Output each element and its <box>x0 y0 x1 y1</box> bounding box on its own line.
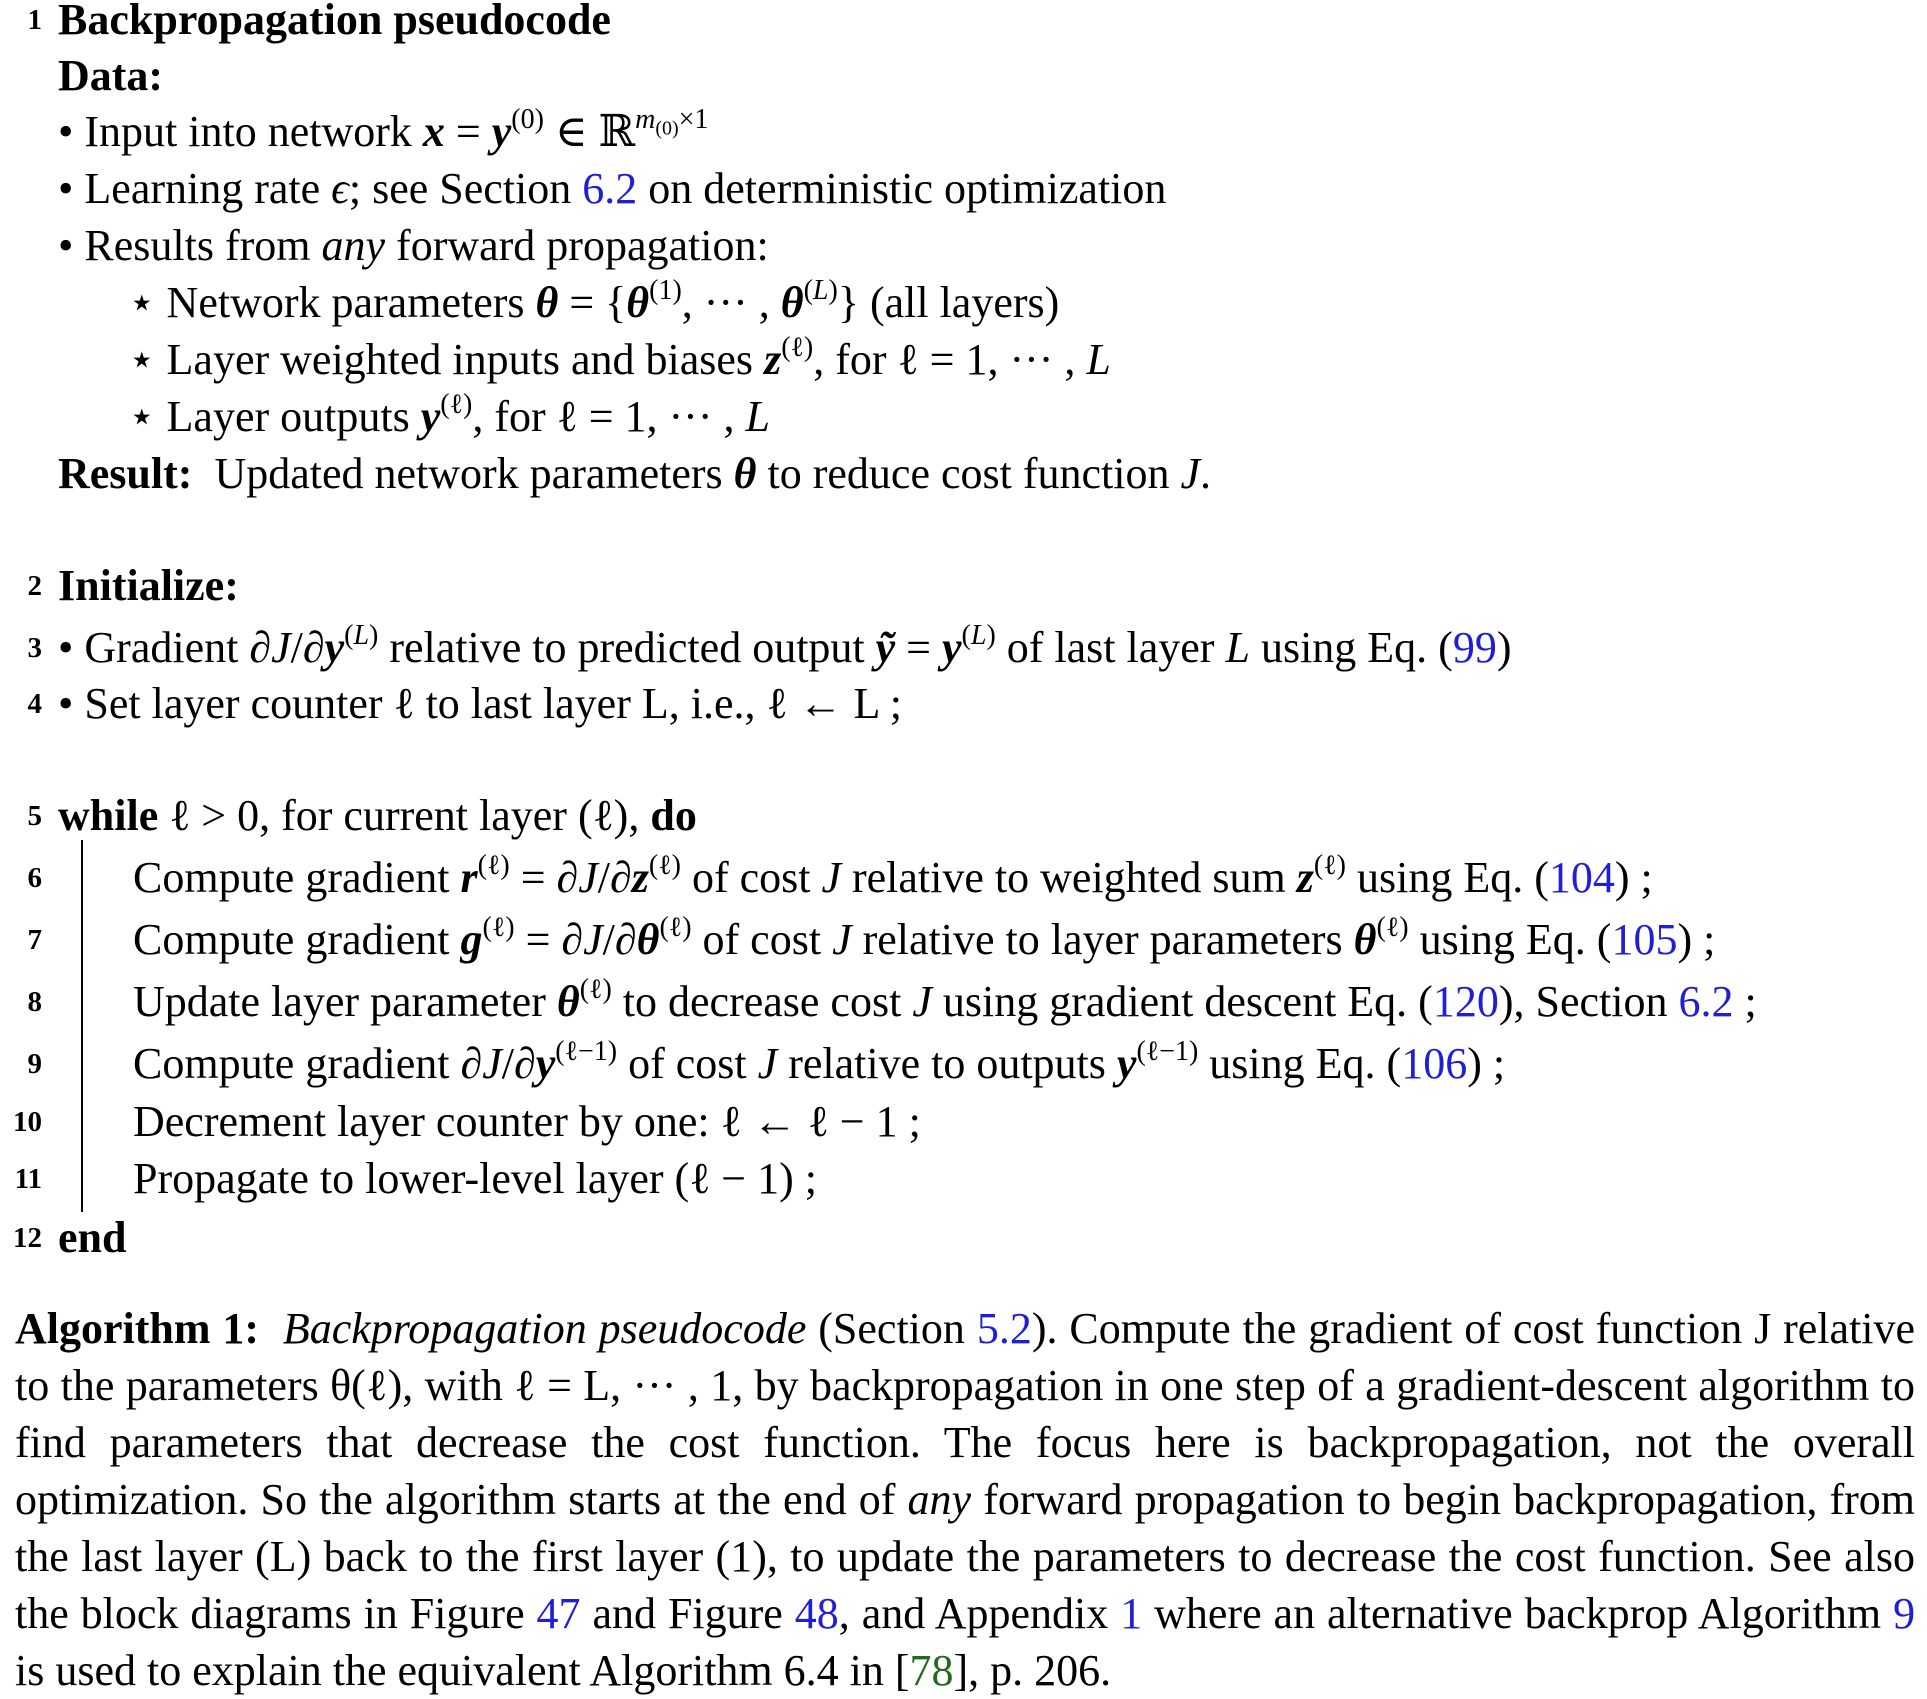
section-link[interactable]: 5.2 <box>976 1304 1032 1353</box>
section-link[interactable]: 6.2 <box>1678 977 1734 1026</box>
algorithm-line-11: 11 Propagate to lower-level layer (ℓ − 1) ; <box>14 1154 817 1203</box>
section-link[interactable]: 6.2 <box>582 164 638 213</box>
sub-item-weighted: ⋆ Layer weighted inputs and biases $z^{(\ell)}$, for ℓ = 1, ··· , L <box>128 332 1111 384</box>
algorithm-line-12: 12 end <box>13 1213 127 1262</box>
data-item-input: • Input into network $x = y^{(0)}$ ∈ ℝ$^{m_{(0)}\times 1}$ <box>58 104 709 156</box>
result-row: Result: Updated network parameters θ to reduce cost function J. <box>58 449 1212 498</box>
algorithm-line-5: 5 while ℓ > 0, for current layer (ℓ), do <box>27 791 697 840</box>
algorithm-line-4: 4 • Set layer counter ℓ to last layer L, i.e., ℓ ← L ; <box>27 679 903 728</box>
figure-link[interactable]: 47 <box>536 1589 581 1638</box>
algorithm-line-8: 8 Update layer parameter $\theta^{(\ell)}$ to decrease cost J using gradient descent Eq. (120), Section 6.2 ; <box>27 974 1757 1026</box>
algorithm-caption: Algorithm 1: Backpropagation pseudocode (Section 5.2). Compute the gradient of cost function J relative to the parameters θ(ℓ), with ℓ = L, ··· , 1, by backpropagation in one step of a gradient-descent algorithm to find parameters that decrease the cost function. The focus here is backpropagation, not the overall optimization. So the algorithm starts at the end of any forward propagation to begin backpropagation, from the last layer (L) back to the first layer (1), to update the parameters to decrease the cost function. See also the block diagrams in Figure 47 and Figure 48, and Appendix 1 where an alternative backprop Algorithm 9 is used to explain the equivalent Algorithm 6.4 in [78], p. 206. <box>15 1304 1916 1695</box>
data-heading: Data: <box>58 51 164 100</box>
line-number: 1 <box>27 4 42 36</box>
sub-item-outputs: ⋆ Layer outputs $y^{(\ell)}$, for ℓ = 1, ··· , L <box>128 389 770 441</box>
data-heading-row <box>0 48 1927 104</box>
algorithm-line-10: 10 Decrement layer counter by one: ℓ ← ℓ − 1 ; <box>13 1097 921 1146</box>
equation-link[interactable]: 120 <box>1432 977 1499 1026</box>
equation-link[interactable]: 105 <box>1611 915 1678 964</box>
algorithm-link[interactable]: 9 <box>1893 1589 1916 1638</box>
equation-link[interactable]: 99 <box>1452 623 1497 672</box>
algorithm-line-3: 3 • Gradient $\partial J/\partial y^{(L)}$ relative to predicted output ỹ = $y^{(L)}$ of last layer L using Eq. (99) <box>27 620 1512 672</box>
algorithm-title: Backpropagation pseudocode <box>58 0 611 44</box>
data-item-rate: • Learning rate ϵ; see Section 6.2 on deterministic optimization <box>58 164 1167 213</box>
algorithm-line-6: 6 Compute gradient $r^{(\ell)} = \partial J/\partial z^{(\ell)}$ of cost J relative to weighted sum $z^{(\ell)}$ using Eq. (104) ; <box>27 850 1653 902</box>
algorithm-line-9: 9 Compute gradient $\partial J/\partial y^{(\ell-1)}$ of cost J relative to outputs $y^{(\ell-1)}$ using Eq. (106) ; <box>27 1036 1506 1088</box>
data-item-results: • Results from any forward propagation: <box>58 221 769 270</box>
figure-link[interactable]: 48 <box>794 1589 839 1638</box>
sub-item-params: ⋆ Network parameters $\theta = \{\theta^{(1)}$, ··· , $\theta^{(L)}$} (all layers) <box>128 275 1060 327</box>
appendix-link[interactable]: 1 <box>1120 1589 1143 1638</box>
algorithm-line-7: 7 Compute gradient $g^{(\ell)} = \partial J/\partial\theta^{(\ell)}$ of cost J relative to layer parameters $\theta^{(\ell)}$ using Eq. (105) ; <box>27 912 1716 964</box>
equation-link[interactable]: 106 <box>1401 1039 1468 1088</box>
algorithm-line-2: 2 Initialize: <box>27 561 239 610</box>
citation-link[interactable]: 78 <box>909 1646 954 1695</box>
equation-link[interactable]: 104 <box>1548 853 1615 902</box>
algorithm-line-1 <box>0 0 1927 48</box>
